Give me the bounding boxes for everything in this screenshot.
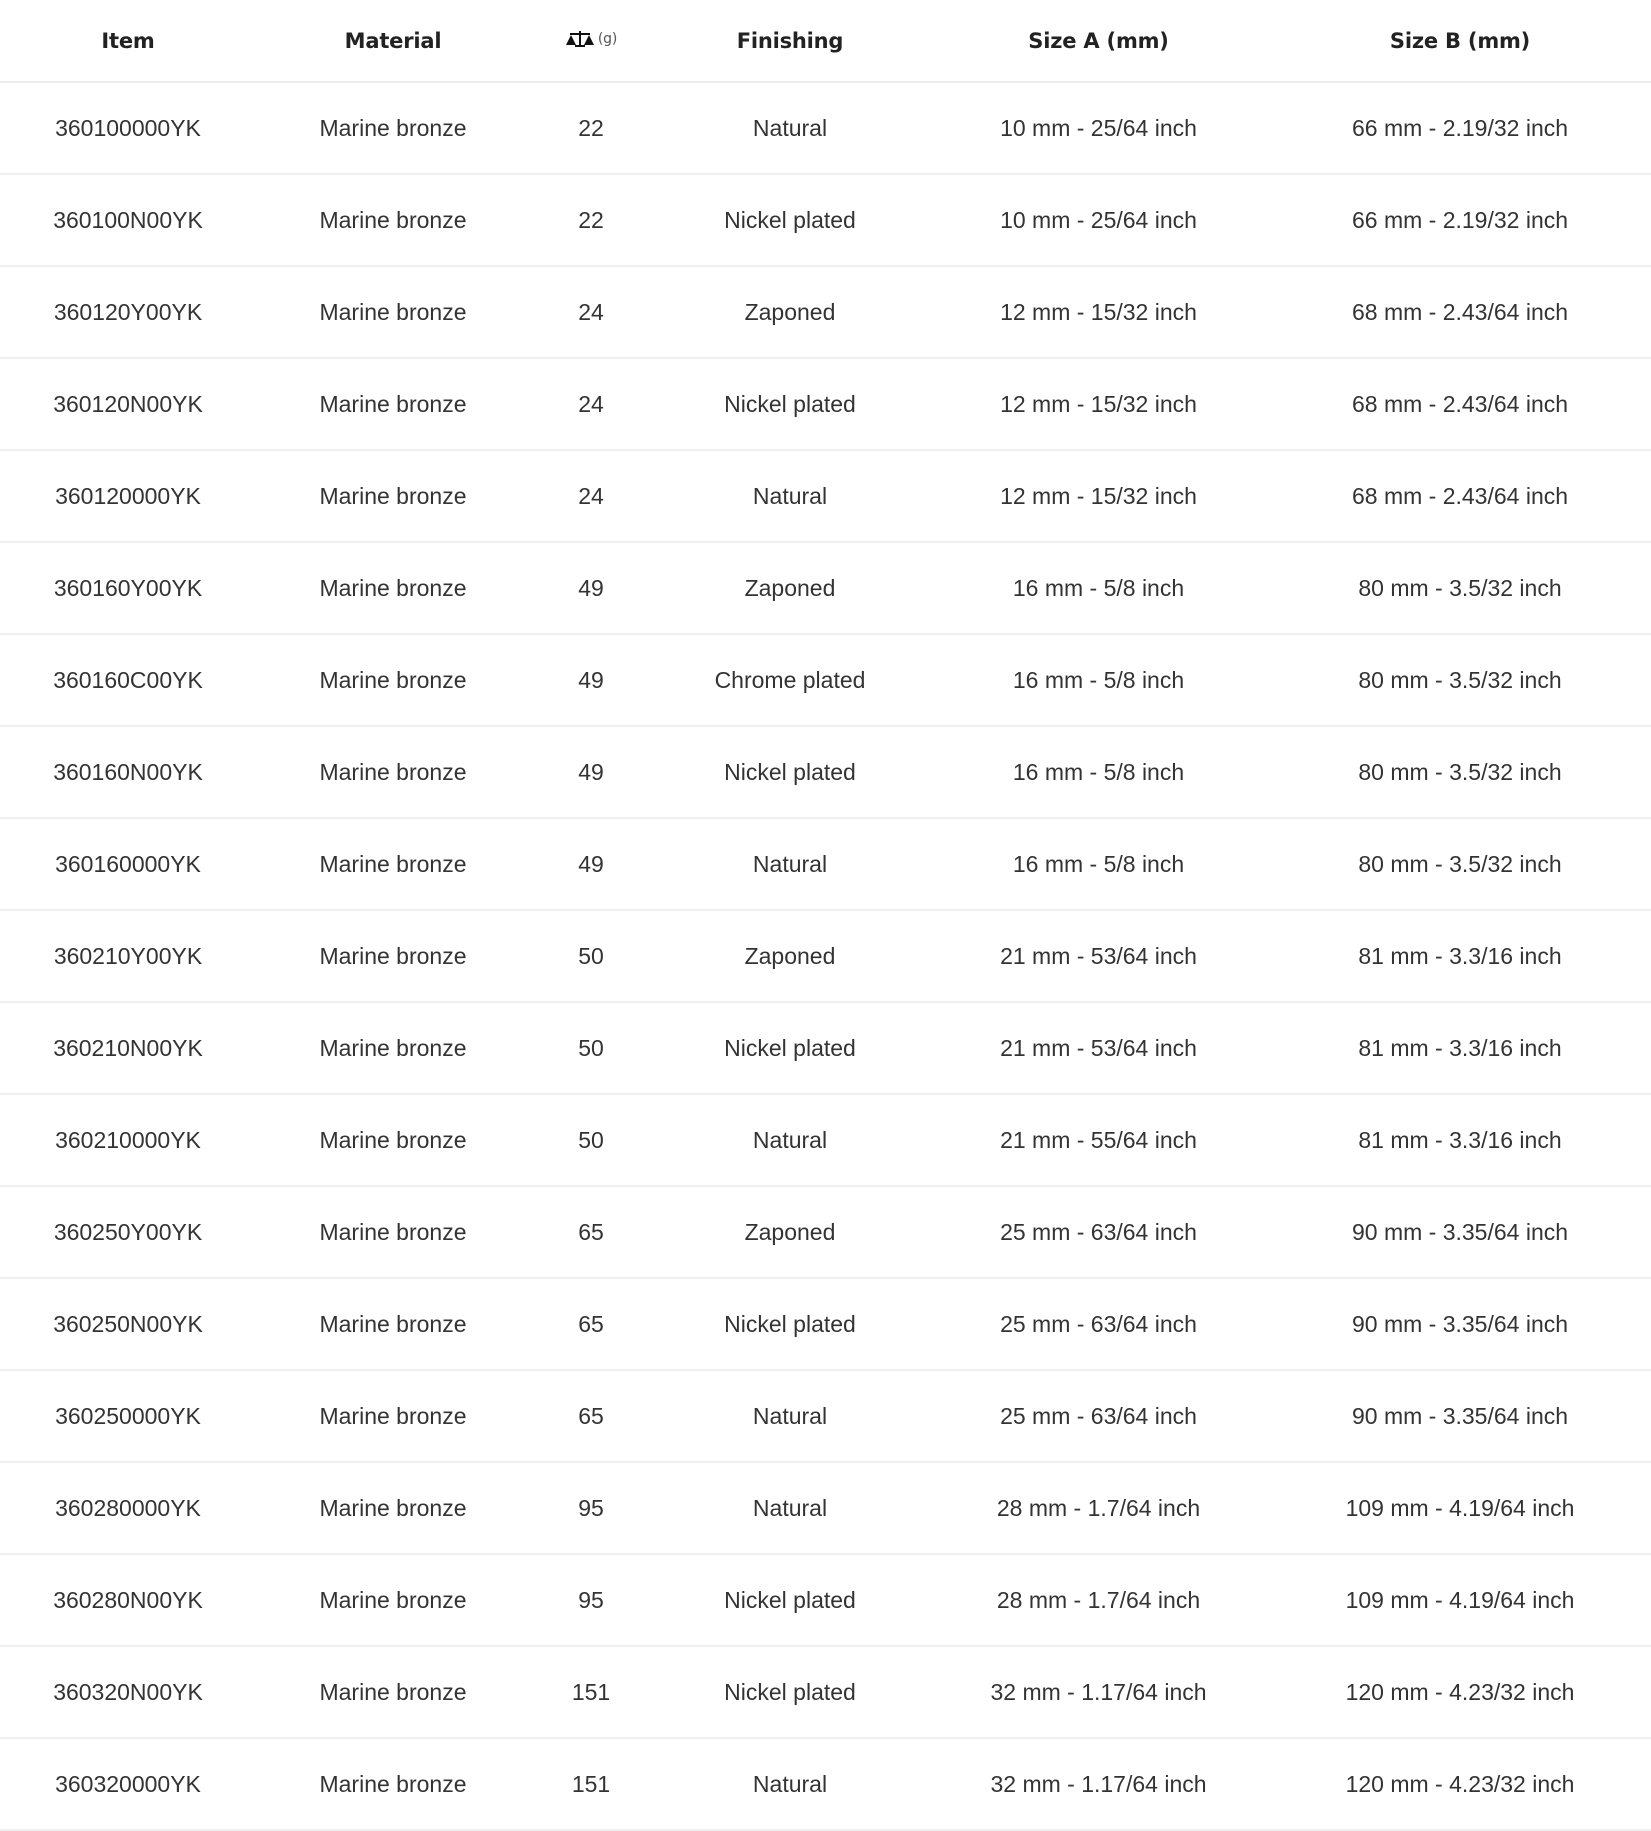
table-row bbox=[0, 1554, 1651, 1646]
cell-material: Marine bronze bbox=[256, 1186, 530, 1278]
cell-size-b: 120 mm - 4.23/32 inch bbox=[1269, 1646, 1651, 1738]
header-size-b: Size B (mm) bbox=[1269, 0, 1651, 82]
cell-material: Marine bronze bbox=[256, 726, 530, 818]
cell-material: Marine bronze bbox=[256, 266, 530, 358]
table-row bbox=[0, 450, 1651, 542]
cell-size-b: 66 mm - 2.19/32 inch bbox=[1269, 174, 1651, 266]
header-material: Material bbox=[256, 0, 530, 82]
cell-size-b: 81 mm - 3.3/16 inch bbox=[1269, 910, 1651, 1002]
cell-item: 360210Y00YK bbox=[0, 910, 256, 1002]
cell-finishing: Zaponed bbox=[652, 910, 928, 1002]
cell-finishing: Nickel plated bbox=[652, 1646, 928, 1738]
cell-material: Marine bronze bbox=[256, 174, 530, 266]
cell-item: 360280000YK bbox=[0, 1462, 256, 1554]
cell-material: Marine bronze bbox=[256, 1646, 530, 1738]
cell-size-a: 16 mm - 5/8 inch bbox=[928, 634, 1269, 726]
cell-material: Marine bronze bbox=[256, 1554, 530, 1646]
cell-weight: 151 bbox=[530, 1738, 652, 1830]
cell-size-b: 90 mm - 3.35/64 inch bbox=[1269, 1278, 1651, 1370]
cell-size-a: 16 mm - 5/8 inch bbox=[928, 726, 1269, 818]
cell-item: 360320N00YK bbox=[0, 1646, 256, 1738]
cell-weight: 65 bbox=[530, 1186, 652, 1278]
cell-finishing: Natural bbox=[652, 1370, 928, 1462]
cell-item: 360120N00YK bbox=[0, 358, 256, 450]
cell-finishing: Nickel plated bbox=[652, 1554, 928, 1646]
cell-size-b: 80 mm - 3.5/32 inch bbox=[1269, 542, 1651, 634]
cell-size-b: 90 mm - 3.35/64 inch bbox=[1269, 1370, 1651, 1462]
cell-finishing: Zaponed bbox=[652, 1186, 928, 1278]
table-row bbox=[0, 266, 1651, 358]
table-row bbox=[0, 1002, 1651, 1094]
table-row bbox=[0, 1278, 1651, 1370]
header-weight bbox=[530, 0, 652, 82]
cell-size-b: 80 mm - 3.5/32 inch bbox=[1269, 818, 1651, 910]
cell-size-b: 80 mm - 3.5/32 inch bbox=[1269, 726, 1651, 818]
cell-size-a: 25 mm - 63/64 inch bbox=[928, 1370, 1269, 1462]
cell-material: Marine bronze bbox=[256, 542, 530, 634]
cell-finishing: Nickel plated bbox=[652, 1278, 928, 1370]
cell-item: 360250Y00YK bbox=[0, 1186, 256, 1278]
cell-size-a: 10 mm - 25/64 inch bbox=[928, 82, 1269, 174]
header-size-a: Size A (mm) bbox=[928, 0, 1269, 82]
weight-scale-icon bbox=[565, 30, 595, 48]
cell-item: 360250N00YK bbox=[0, 1278, 256, 1370]
cell-item: 360280N00YK bbox=[0, 1554, 256, 1646]
header-finishing: Finishing bbox=[652, 0, 928, 82]
cell-size-b: 66 mm - 2.19/32 inch bbox=[1269, 82, 1651, 174]
cell-finishing: Zaponed bbox=[652, 266, 928, 358]
cell-weight: 49 bbox=[530, 634, 652, 726]
table-row bbox=[0, 1738, 1651, 1830]
cell-size-a: 12 mm - 15/32 inch bbox=[928, 266, 1269, 358]
cell-size-b: 68 mm - 2.43/64 inch bbox=[1269, 450, 1651, 542]
cell-finishing: Nickel plated bbox=[652, 358, 928, 450]
cell-finishing: Nickel plated bbox=[652, 1002, 928, 1094]
header-item: Item bbox=[0, 0, 256, 82]
cell-size-a: 28 mm - 1.7/64 inch bbox=[928, 1462, 1269, 1554]
cell-finishing: Natural bbox=[652, 1738, 928, 1830]
cell-size-a: 12 mm - 15/32 inch bbox=[928, 450, 1269, 542]
cell-size-a: 21 mm - 55/64 inch bbox=[928, 1094, 1269, 1186]
cell-size-a: 16 mm - 5/8 inch bbox=[928, 818, 1269, 910]
cell-weight: 22 bbox=[530, 174, 652, 266]
cell-material: Marine bronze bbox=[256, 1462, 530, 1554]
cell-material: Marine bronze bbox=[256, 634, 530, 726]
cell-finishing: Natural bbox=[652, 450, 928, 542]
table-row bbox=[0, 1094, 1651, 1186]
weight-header-group bbox=[565, 30, 617, 48]
table-row bbox=[0, 910, 1651, 1002]
cell-size-a: 25 mm - 63/64 inch bbox=[928, 1278, 1269, 1370]
cell-size-b: 68 mm - 2.43/64 inch bbox=[1269, 266, 1651, 358]
cell-size-a: 28 mm - 1.7/64 inch bbox=[928, 1554, 1269, 1646]
cell-size-b: 68 mm - 2.43/64 inch bbox=[1269, 358, 1651, 450]
table-row bbox=[0, 1462, 1651, 1554]
cell-size-a: 10 mm - 25/64 inch bbox=[928, 174, 1269, 266]
table-row bbox=[0, 82, 1651, 174]
cell-item: 360250000YK bbox=[0, 1370, 256, 1462]
cell-finishing: Nickel plated bbox=[652, 726, 928, 818]
cell-weight: 65 bbox=[530, 1370, 652, 1462]
cell-size-a: 32 mm - 1.17/64 inch bbox=[928, 1646, 1269, 1738]
cell-weight: 50 bbox=[530, 1002, 652, 1094]
table-row bbox=[0, 358, 1651, 450]
cell-weight: 24 bbox=[530, 266, 652, 358]
cell-weight: 49 bbox=[530, 542, 652, 634]
cell-material: Marine bronze bbox=[256, 910, 530, 1002]
cell-item: 360210000YK bbox=[0, 1094, 256, 1186]
table-header bbox=[0, 0, 1651, 82]
cell-weight: 24 bbox=[530, 450, 652, 542]
cell-item: 360210N00YK bbox=[0, 1002, 256, 1094]
table-row bbox=[0, 1186, 1651, 1278]
table-row bbox=[0, 542, 1651, 634]
header-row bbox=[0, 0, 1651, 82]
cell-material: Marine bronze bbox=[256, 818, 530, 910]
cell-item: 360120Y00YK bbox=[0, 266, 256, 358]
cell-material: Marine bronze bbox=[256, 1370, 530, 1462]
cell-size-b: 90 mm - 3.35/64 inch bbox=[1269, 1186, 1651, 1278]
table-row bbox=[0, 1370, 1651, 1462]
cell-finishing: Natural bbox=[652, 818, 928, 910]
table-row bbox=[0, 174, 1651, 266]
cell-item: 360160000YK bbox=[0, 818, 256, 910]
cell-size-b: 80 mm - 3.5/32 inch bbox=[1269, 634, 1651, 726]
cell-item: 360100N00YK bbox=[0, 174, 256, 266]
cell-material: Marine bronze bbox=[256, 450, 530, 542]
cell-size-a: 21 mm - 53/64 inch bbox=[928, 1002, 1269, 1094]
cell-material: Marine bronze bbox=[256, 358, 530, 450]
table-row bbox=[0, 634, 1651, 726]
cell-material: Marine bronze bbox=[256, 1002, 530, 1094]
cell-size-b: 109 mm - 4.19/64 inch bbox=[1269, 1462, 1651, 1554]
cell-finishing: Nickel plated bbox=[652, 174, 928, 266]
cell-weight: 95 bbox=[530, 1554, 652, 1646]
cell-material: Marine bronze bbox=[256, 1094, 530, 1186]
cell-size-a: 12 mm - 15/32 inch bbox=[928, 358, 1269, 450]
cell-item: 360160N00YK bbox=[0, 726, 256, 818]
cell-finishing: Natural bbox=[652, 1462, 928, 1554]
cell-item: 360160Y00YK bbox=[0, 542, 256, 634]
cell-material: Marine bronze bbox=[256, 1278, 530, 1370]
cell-material: Marine bronze bbox=[256, 82, 530, 174]
cell-item: 360100000YK bbox=[0, 82, 256, 174]
cell-material: Marine bronze bbox=[256, 1738, 530, 1830]
cell-weight: 151 bbox=[530, 1646, 652, 1738]
cell-finishing: Zaponed bbox=[652, 542, 928, 634]
cell-finishing: Natural bbox=[652, 82, 928, 174]
cell-weight: 24 bbox=[530, 358, 652, 450]
cell-weight: 50 bbox=[530, 910, 652, 1002]
cell-finishing: Natural bbox=[652, 1094, 928, 1186]
cell-size-b: 81 mm - 3.3/16 inch bbox=[1269, 1002, 1651, 1094]
cell-size-a: 16 mm - 5/8 inch bbox=[928, 542, 1269, 634]
cell-item: 360120000YK bbox=[0, 450, 256, 542]
cell-size-a: 25 mm - 63/64 inch bbox=[928, 1186, 1269, 1278]
table-body bbox=[0, 82, 1651, 1830]
table-row bbox=[0, 1646, 1651, 1738]
cell-weight: 95 bbox=[530, 1462, 652, 1554]
cell-size-a: 21 mm - 53/64 inch bbox=[928, 910, 1269, 1002]
cell-finishing: Chrome plated bbox=[652, 634, 928, 726]
cell-weight: 22 bbox=[530, 82, 652, 174]
table-row bbox=[0, 726, 1651, 818]
cell-weight: 49 bbox=[530, 818, 652, 910]
cell-weight: 65 bbox=[530, 1278, 652, 1370]
cell-weight: 50 bbox=[530, 1094, 652, 1186]
cell-size-b: 109 mm - 4.19/64 inch bbox=[1269, 1554, 1651, 1646]
weight-unit-label: (g) bbox=[597, 30, 618, 47]
cell-weight: 49 bbox=[530, 726, 652, 818]
cell-item: 360160C00YK bbox=[0, 634, 256, 726]
cell-item: 360320000YK bbox=[0, 1738, 256, 1830]
cell-size-b: 120 mm - 4.23/32 inch bbox=[1269, 1738, 1651, 1830]
cell-size-b: 81 mm - 3.3/16 inch bbox=[1269, 1094, 1651, 1186]
cell-size-a: 32 mm - 1.17/64 inch bbox=[928, 1738, 1269, 1830]
table-row bbox=[0, 818, 1651, 910]
